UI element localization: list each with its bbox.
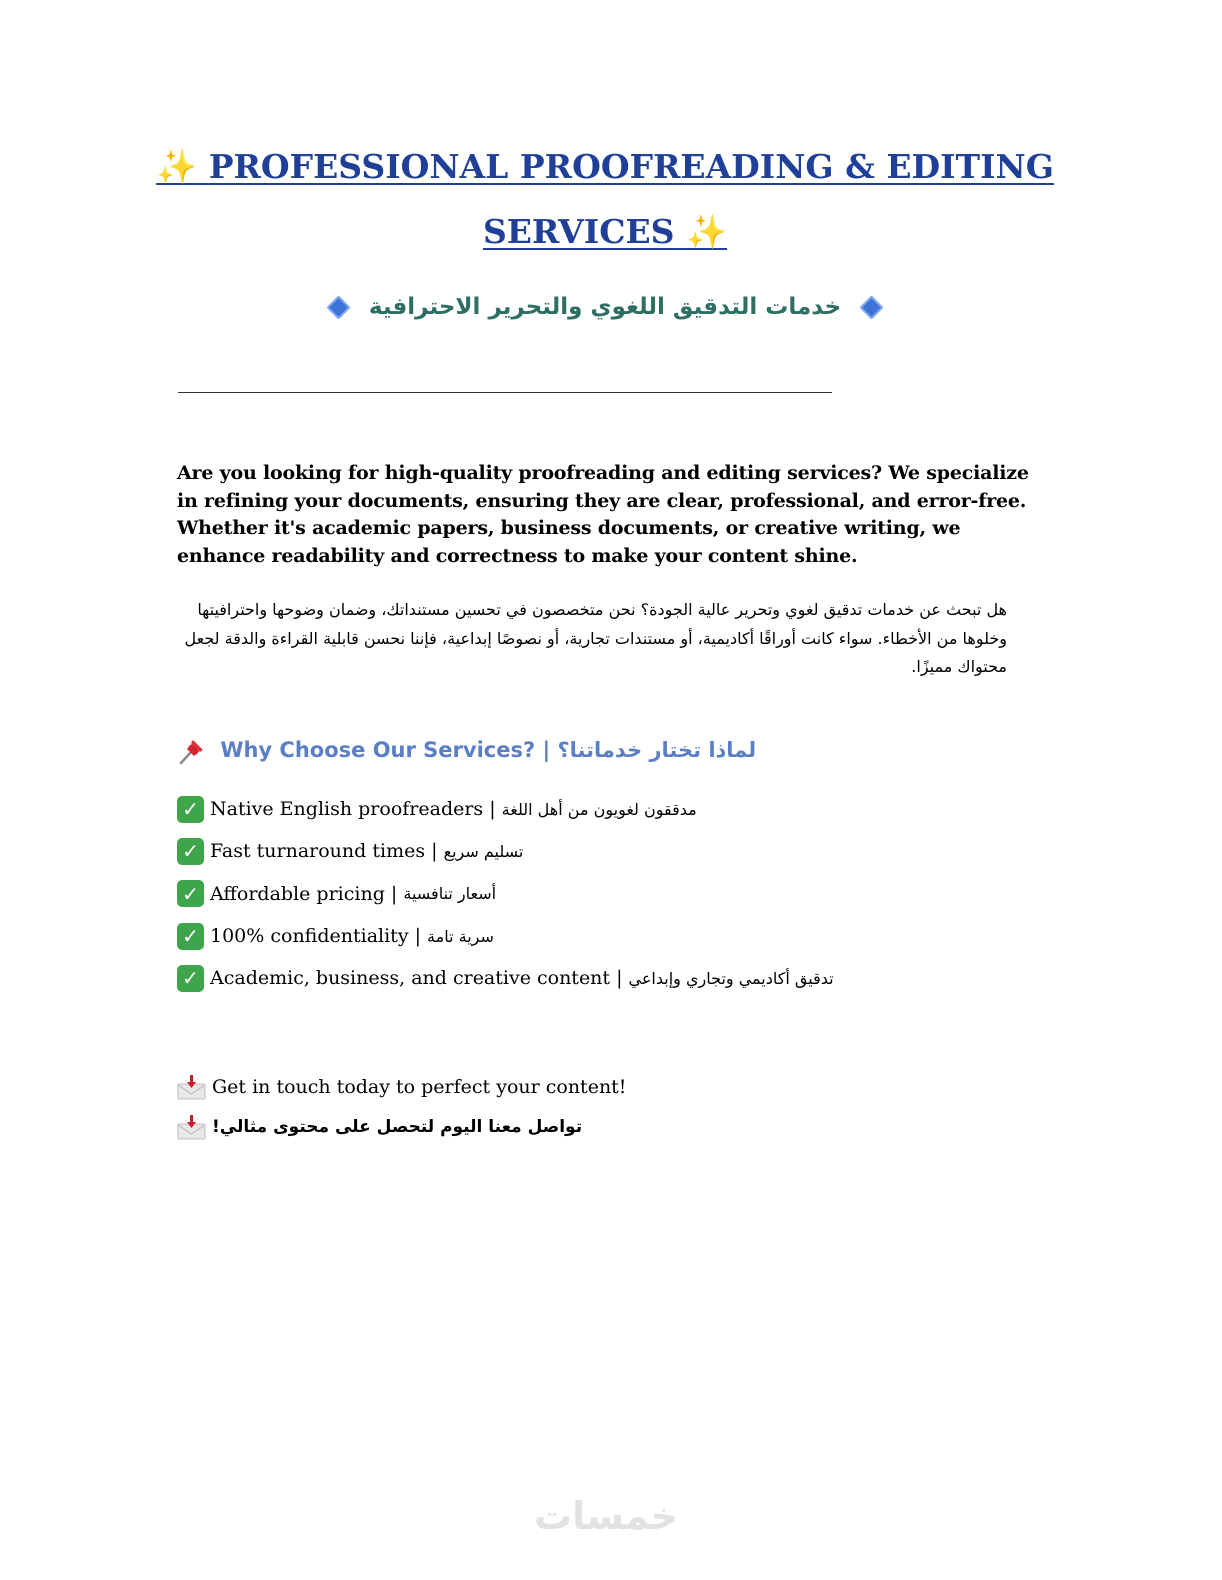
blue-diamond-icon [860,295,884,319]
benefits-list [177,788,834,999]
contact-text-arabic: تواصل معنا اليوم لتحصل على محتوى مثالي! [212,1117,583,1137]
section-heading-english: Why Choose Our Services? | [220,738,551,762]
intro-paragraph-arabic: هل تبحث عن خدمات تدقيق لغوي وتحرير عالية الجودة؟ نحن متخصصون في تحسين مستنداتك، وضمان وضوحها واحترافيتها وخلوها من الأخطاء. سواء كانت أوراقًا أكاديمية، أو مستندات تجارية، أو نصوصًا إبداعية، فإننا نحسن قابلية القراءة والدقة لجعل محتواك مميزًا. [184,600,1007,676]
list-item [177,915,834,957]
benefit-arabic: تدقيق أكاديمي وتجاري وإبداعي [628,968,834,988]
envelope-arrow-icon [177,1074,206,1100]
list-item [177,830,834,872]
horizontal-divider [178,392,832,393]
pushpin-icon [177,736,207,766]
blue-diamond-icon [326,295,350,319]
benefit-english: 100% confidentiality | [210,925,421,948]
sparkles-icon: ✨ [156,147,198,186]
benefit-arabic: أسعار تنافسية [403,884,497,904]
list-item [177,957,834,999]
check-mark-icon: ✓ [177,965,204,992]
benefit-english: Academic, business, and creative content | [210,967,623,990]
title-text-line-2: SERVICES [482,212,675,251]
check-mark-icon: ✓ [177,880,204,907]
intro-paragraph-english: Are you looking for high-quality proofreading and editing services? We specialize in refining your documents, ensuring they are clear, professional, and error-free. Whether it's academic papers, business documents, or creative writing, we enhance readability and correctness to make your content shine. [177,462,1029,567]
page-title-line-1 [150,147,1060,187]
arabic-subtitle-text: خدمات التدقيق اللغوي والتحرير الاحترافية [368,294,842,320]
list-item [177,788,834,830]
sparkles-icon: ✨ [685,212,728,251]
envelope-arrow-icon [177,1114,206,1140]
benefit-english: Native English proofreaders | [210,798,496,821]
contact-line-arabic [177,1114,582,1140]
check-mark-icon: ✓ [177,923,204,950]
check-mark-icon: ✓ [177,796,204,823]
title-text-line-1: PROFESSIONAL PROOFREADING & EDITING [208,147,1054,186]
contact-line-english [177,1074,626,1100]
section-heading-arabic: لماذا تختار خدماتنا؟ [557,738,757,762]
watermark-logo: خمسات [534,1494,678,1538]
benefit-english: Affordable pricing | [210,882,398,905]
contact-text-english: Get in touch today to perfect your content! [212,1076,627,1098]
benefit-arabic: سرية تامة [427,926,494,946]
arabic-subtitle [150,294,1060,320]
check-mark-icon: ✓ [177,838,204,865]
benefit-arabic: تسليم سريع [443,841,524,861]
benefit-english: Fast turnaround times | [210,840,438,863]
list-item [177,873,834,915]
benefit-arabic: مدققون لغويون من أهل اللغة [501,799,697,819]
page-title-line-2 [150,212,1060,252]
section-heading [177,736,756,766]
